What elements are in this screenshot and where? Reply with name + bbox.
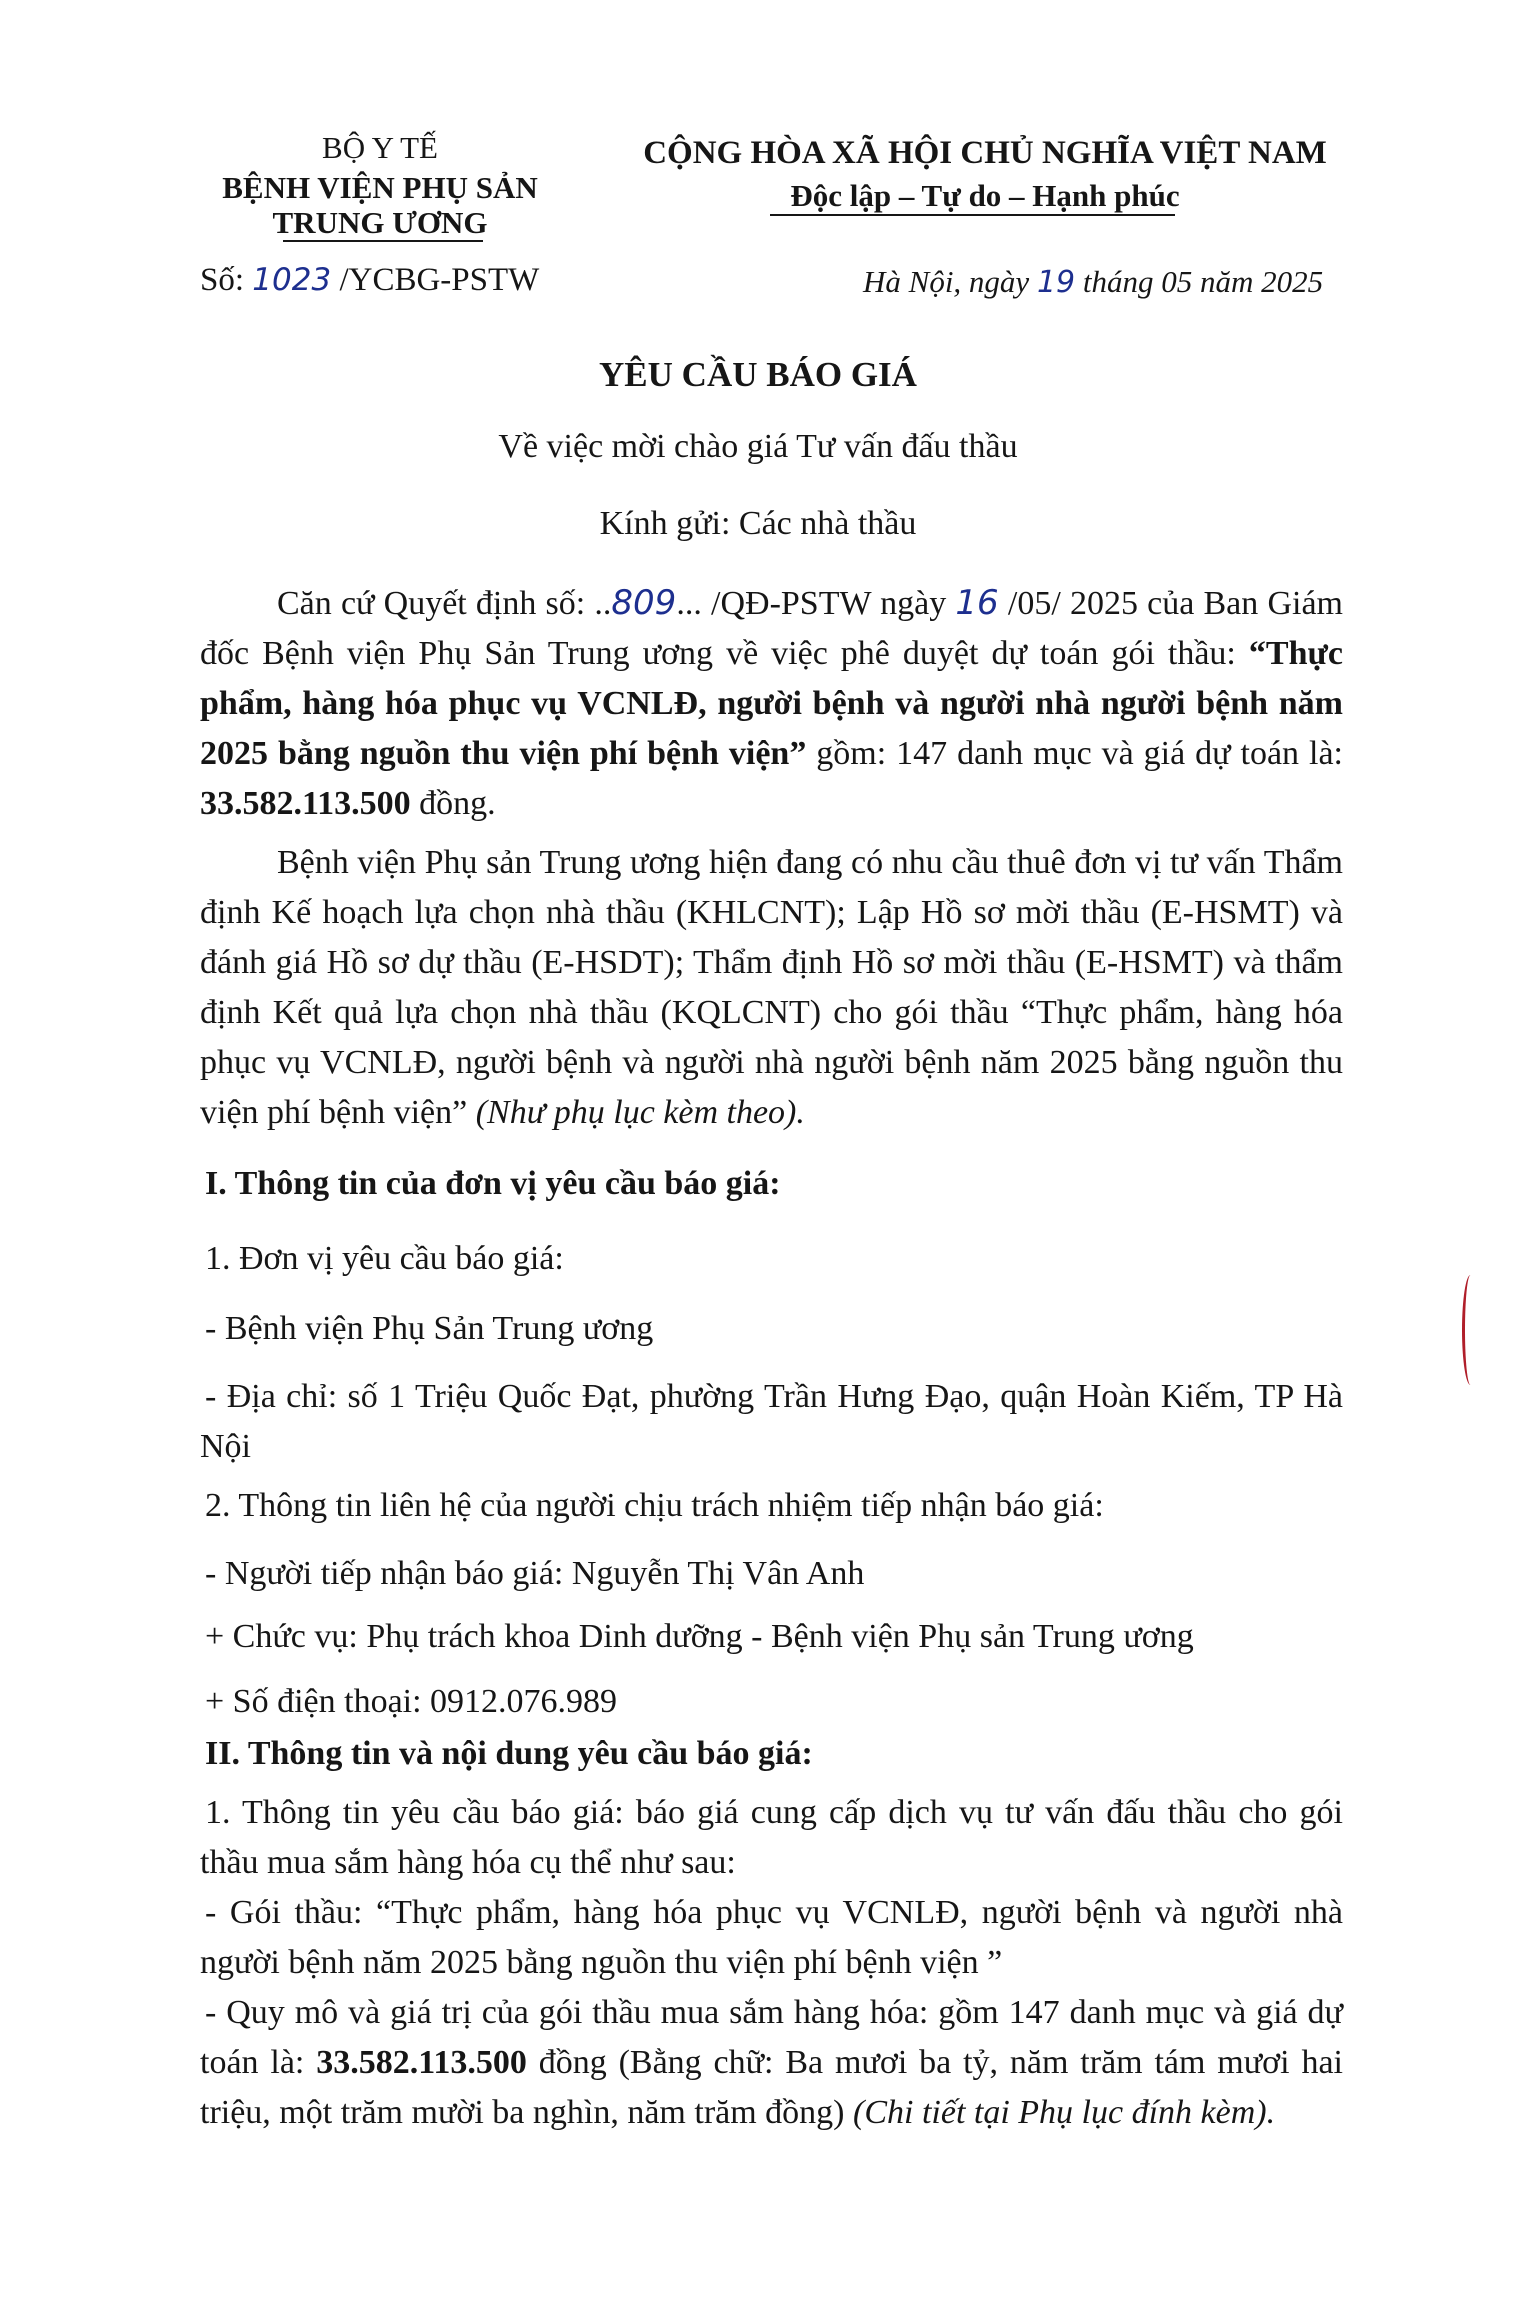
date-suffix: tháng 05 năm 2025: [1075, 264, 1324, 299]
section1-address: - Địa chỉ: số 1 Triệu Quốc Đạt, phường Trần Hưng Đạo, quận Hoàn Kiếm, TP Hà Nội: [200, 1378, 1343, 1465]
p1-text-b: ... /QĐ-PSTW ngày: [676, 585, 956, 622]
ministry-name: BỘ Y TẾ: [322, 130, 438, 165]
document-subject: Về việc mời chào giá Tư vấn đấu thầu: [498, 428, 1018, 465]
section1-item1: 1. Đơn vị yêu cầu báo giá:: [205, 1240, 564, 1277]
stamp-edge-mark: [1462, 1275, 1479, 1385]
doc-no-prefix: Số:: [200, 262, 253, 298]
p2-italic-note: (Như phụ lục kèm theo).: [475, 1094, 805, 1131]
document-number: [200, 262, 539, 299]
scale-text-a: - Quy mô và giá trị của gói thầu mua sắm hàng hóa: gồm 147 danh mục và giá dự toán là:: [200, 1994, 1343, 2081]
country-name: CỘNG HÒA XÃ HỘI CHỦ NGHĨA VIỆT NAM: [643, 135, 1327, 171]
doc-no-handwritten: 1023: [252, 262, 332, 298]
hospital-underline: [283, 240, 483, 242]
section2-heading: II. Thông tin và nội dung yêu cầu báo giá:: [205, 1735, 813, 1772]
decision-day-handwritten: 16: [955, 583, 999, 623]
section1-heading: I. Thông tin của đơn vị yêu cầu báo giá:: [205, 1165, 781, 1202]
section2-item1: 1. Thông tin yêu cầu báo giá: báo giá cung cấp dịch vụ tư vấn đấu thầu cho gói thầu mua sắm hàng hóa cụ thể như sau:: [200, 1794, 1343, 1881]
scale-italic-note: (Chi tiết tại Phụ lục đính kèm).: [853, 2094, 1276, 2131]
motto: Độc lập – Tự do – Hạnh phúc: [790, 178, 1180, 213]
section1-receiver: - Người tiếp nhận báo giá: Nguyễn Thị Vân Anh: [205, 1555, 865, 1592]
p1-text-c: /05/ 2025 của Ban Giám đốc Bệnh viện Phụ Sản Trung ương về việc phê duyệt dự toán gói thầu:: [200, 585, 1343, 672]
section1-phone: + Số điện thoại: 0912.076.989: [205, 1683, 618, 1720]
intro-paragraph-2: [200, 838, 1343, 1138]
section2-package: - Gói thầu: “Thực phẩm, hàng hóa phục vụ VCNLĐ, người bệnh và người nhà người bệnh năm 2025 bằng nguồn thu viện phí bệnh viện ”: [200, 1894, 1343, 1981]
section2-scale: [200, 1988, 1343, 2138]
section1-unit-name: - Bệnh viện Phụ Sản Trung ương: [205, 1310, 654, 1347]
p2-text: Bệnh viện Phụ sản Trung ương hiện đang có nhu cầu thuê đơn vị tư vấn Thẩm định Kế hoạch lựa chọn nhà thầu (KHLCNT); Lập Hồ sơ mời thầu (E-HSMT) và đánh giá Hồ sơ dự thầu (E-HSDT); Thẩm định Hồ sơ mời thầu (E-HSMT) và thẩm định Kết quả lựa chọn nhà thầu (KQLCNT) cho gói thầu “Thực phẩm, hàng hóa phục vụ VCNLĐ, người bệnh và người nhà người bệnh năm 2025 bằng nguồn thu viện phí bệnh viện”: [200, 844, 1343, 1131]
p1-text-a: Căn cứ Quyết định số: ..: [277, 585, 612, 622]
recipient: Kính gửi: Các nhà thầu: [599, 505, 917, 542]
p1-text-d: gồm: 147 danh mục và giá dự toán là:: [806, 735, 1343, 772]
doc-no-suffix: /YCBG-PSTW: [331, 262, 540, 298]
estimated-amount: 33.582.113.500: [200, 785, 411, 822]
date-prefix: Hà Nội, ngày: [863, 264, 1037, 299]
p1-text-e: đồng.: [410, 785, 496, 822]
intro-paragraph-1: [200, 578, 1343, 829]
hospital-name-line2: TRUNG ƯƠNG: [272, 205, 488, 240]
decision-no-handwritten: 809: [611, 583, 677, 623]
section1-item2: 2. Thông tin liên hệ của người chịu trách nhiệm tiếp nhận báo giá:: [205, 1487, 1104, 1524]
scale-amount: 33.582.113.500: [316, 2044, 527, 2081]
section1-position: + Chức vụ: Phụ trách khoa Dinh dưỡng - Bệnh viện Phụ sản Trung ương: [205, 1618, 1194, 1655]
date-day-handwritten: 19: [1036, 265, 1076, 300]
page-title: YÊU CẦU BÁO GIÁ: [599, 355, 917, 394]
hospital-name-line1: BỆNH VIỆN PHỤ SẢN: [222, 170, 538, 205]
motto-underline: [770, 214, 1175, 216]
scale-text-b: đồng (Bằng chữ: Ba mươi ba tỷ, năm trăm tám mươi hai triệu, một trăm mười ba nghìn, năm trăm đồng): [200, 2044, 1343, 2131]
place-date: [863, 264, 1323, 300]
package-name-bold: “Thực phẩm, hàng hóa phục vụ VCNLĐ, người bệnh và người nhà người bệnh năm 2025 bằng nguồn thu viện phí bệnh viện”: [200, 635, 1343, 772]
